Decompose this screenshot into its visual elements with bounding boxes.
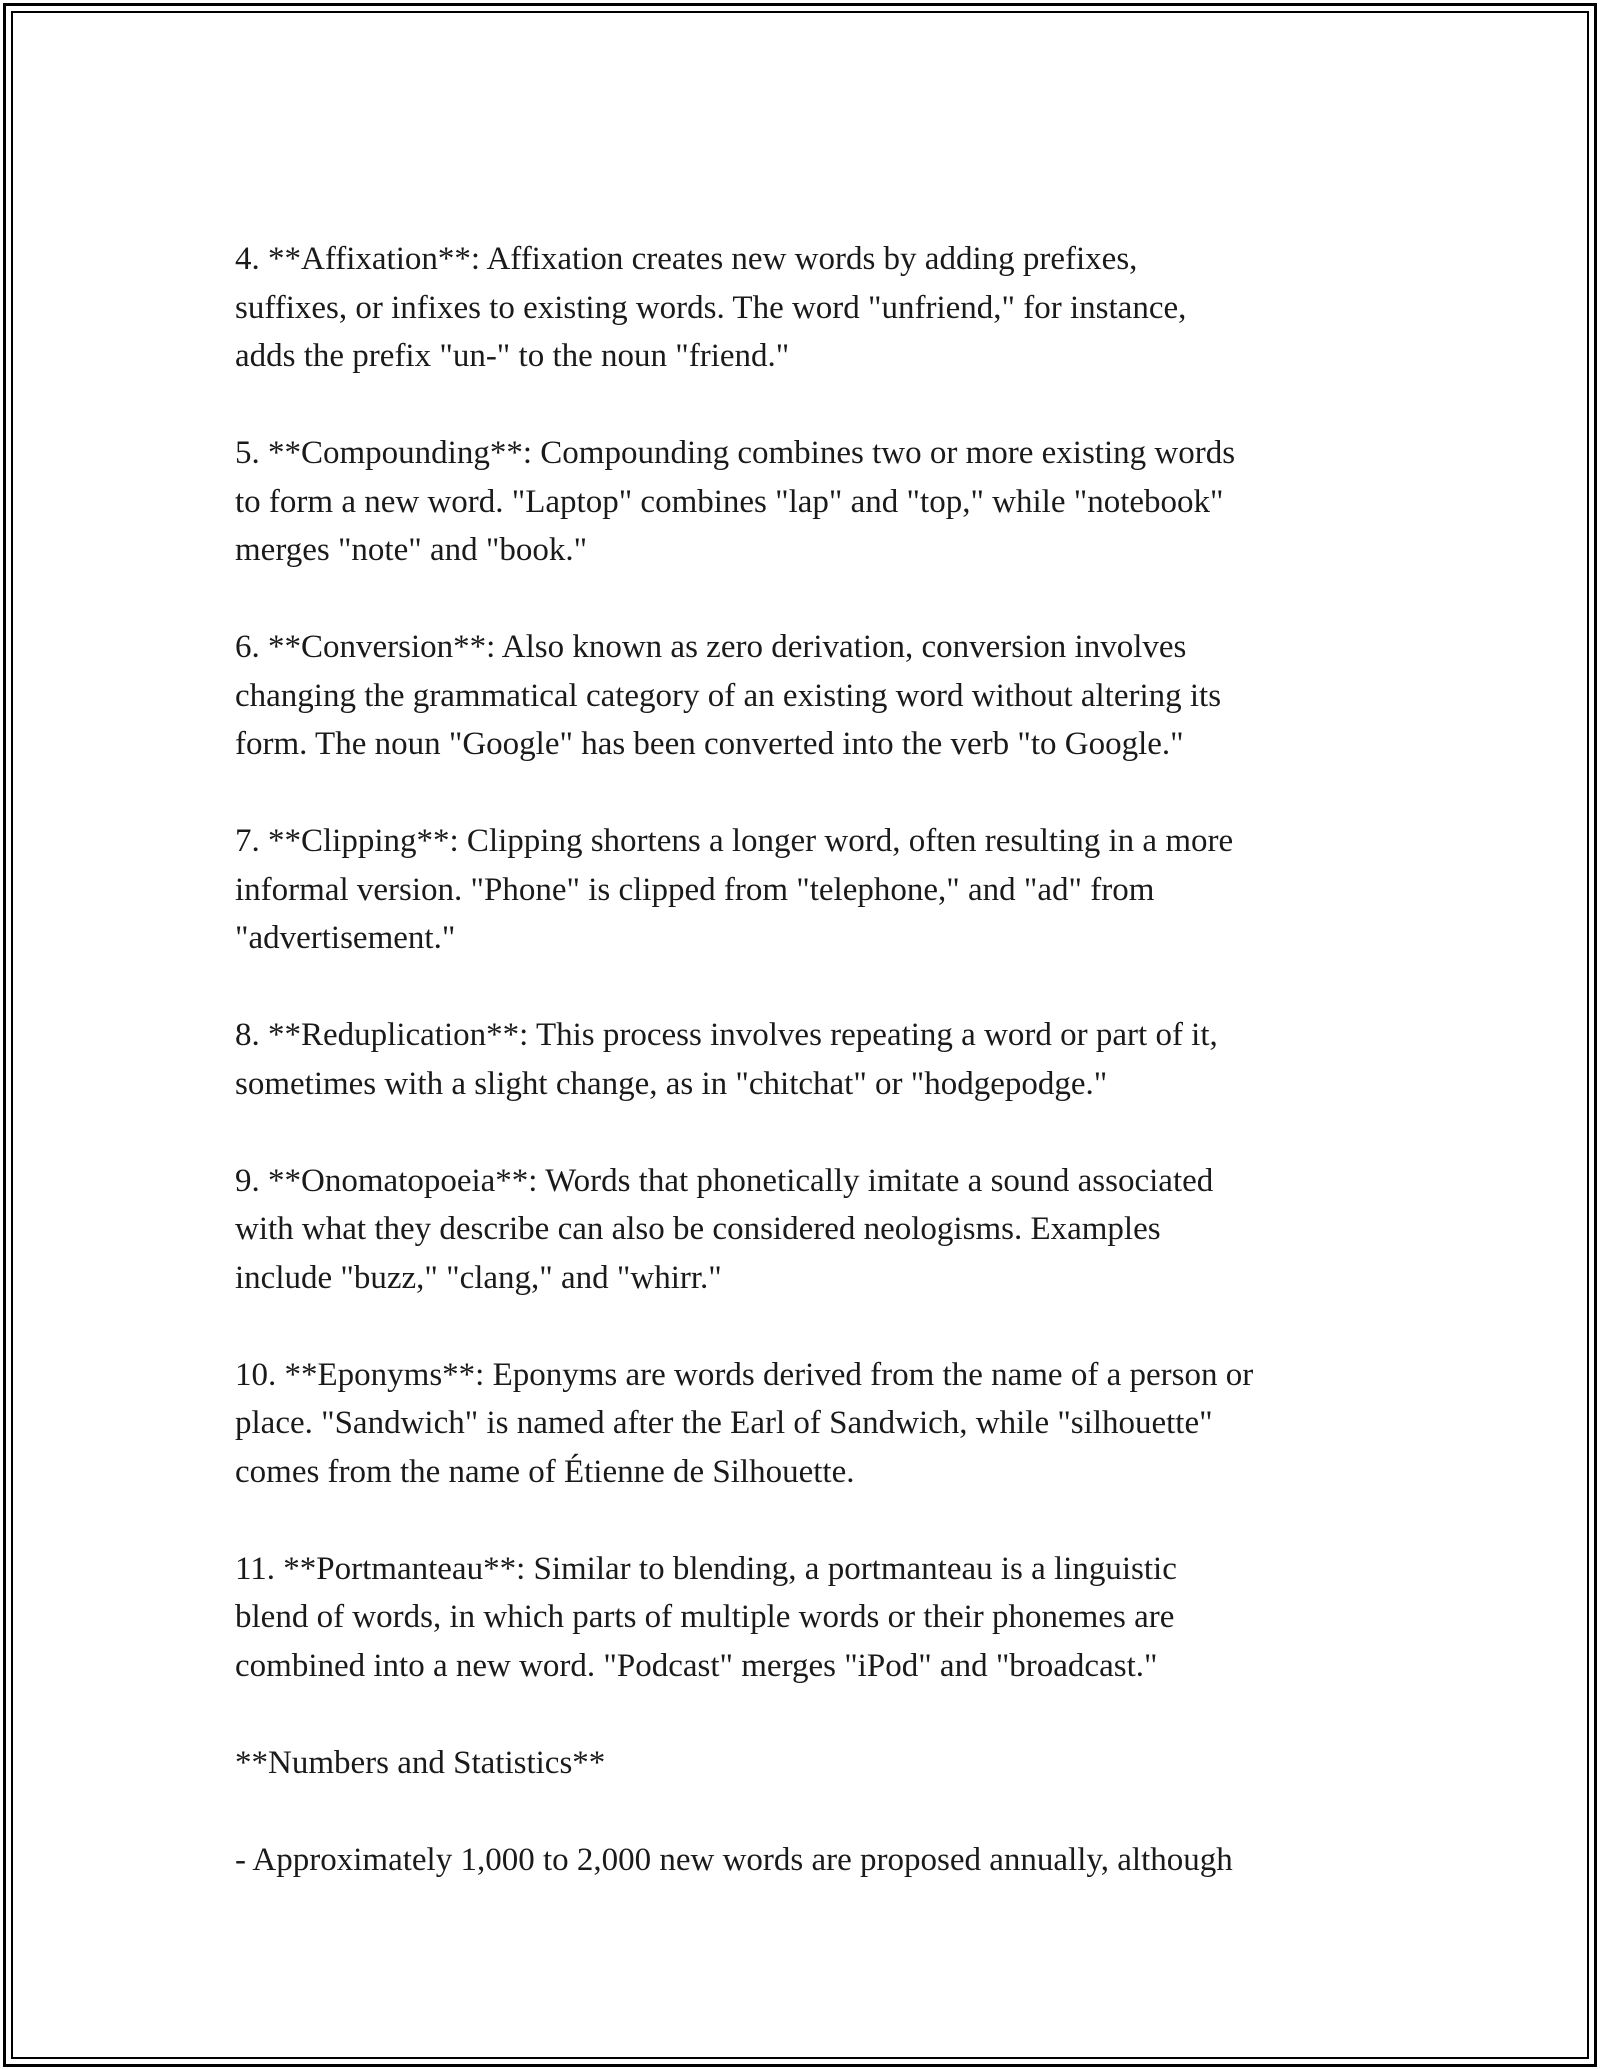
document-body <box>235 235 1395 1933</box>
paragraph-statistics-bullet: - Approximately 1,000 to 2,000 new words are proposed annually, although <box>235 1841 1233 1878</box>
paragraph-onomatopoeia: 9. **Onomatopoeia**: Words that phonetically imitate a sound associated with what they describe can also be considered neologisms. Examples include "buzz," "clang," and "whirr." <box>235 1162 1214 1296</box>
paragraph-clipping: 7. **Clipping**: Clipping shortens a longer word, often resulting in a more informal version. "Phone" is clipped from "telephone," and "ad" from "advertisement." <box>235 823 1234 956</box>
paragraph-eponyms: 10. **Eponyms**: Eponyms are words derived from the name of a person or place. "Sandwich" is named after the Earl of Sandwich, while "silhouette" comes from the name of Étienne de Silhouette. <box>235 1356 1254 1490</box>
paragraph-reduplication: 8. **Reduplication**: This process involves repeating a word or part of it, sometimes with a slight change, as in "chitchat" or "hodgepodge." <box>235 1017 1218 1102</box>
paragraph-portmanteau: 11. **Portmanteau**: Similar to blending, a portmanteau is a linguistic blend of words, in which parts of multiple words or their phonemes are combined into a new word. "Podcast" merges "iPod" and "broadcast." <box>235 1550 1177 1684</box>
paragraph-affixation: 4. **Affixation**: Affixation creates new words by adding prefixes, suffixes, or infixes to existing words. The word "unfriend," for instance, adds the prefix "un-" to the noun "friend." <box>235 241 1187 374</box>
paragraph-conversion: 6. **Conversion**: Also known as zero derivation, conversion involves changing the grammatical category of an existing word without altering its form. The noun "Google" has been converted into the verb "to Google." <box>235 629 1222 762</box>
paragraph-compounding: 5. **Compounding**: Compounding combines two or more existing words to form a new word. "Laptop" combines "lap" and "top," while "notebook" merges "note" and "book." <box>235 435 1236 568</box>
section-heading-numbers-statistics: **Numbers and Statistics** <box>235 1744 606 1781</box>
